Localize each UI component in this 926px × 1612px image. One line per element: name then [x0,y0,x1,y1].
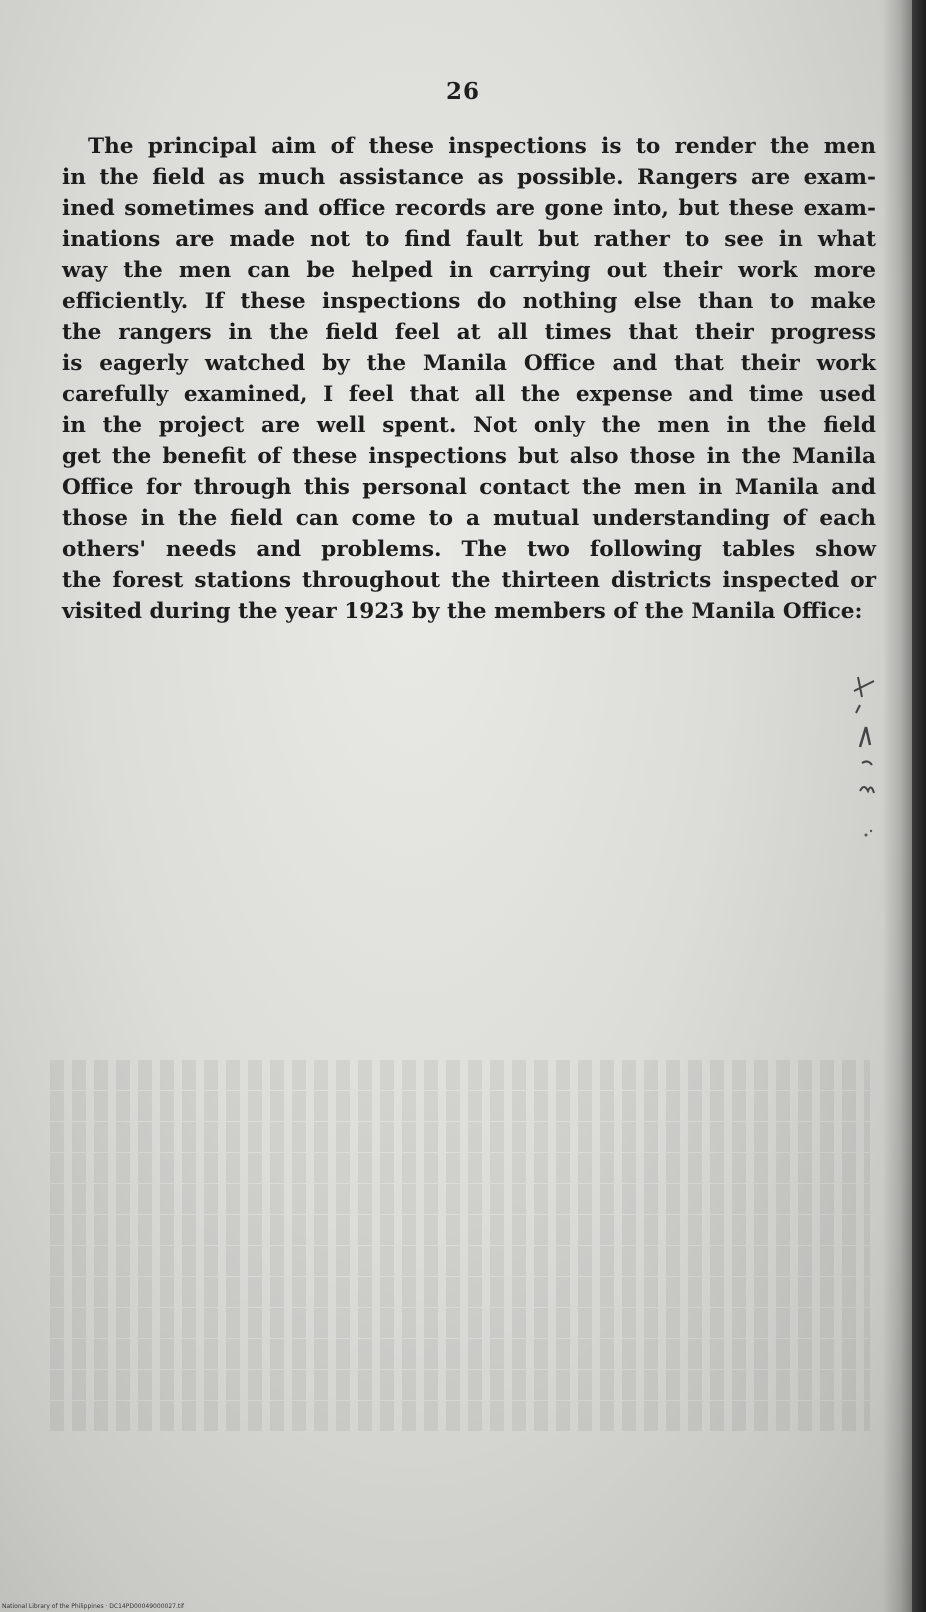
text-line: Office for through this personal contact the men in Manila and [62,475,876,500]
page-number: 26 [445,78,480,105]
scan-footer: National Library of the Philippines · DC14PD00049000027.tif [2,1603,185,1610]
text-line: the rangers in the field feel at all times that their progress [62,320,876,345]
text-line: the forest stations throughout the thirteen districts inspected or [62,568,876,593]
book-spine [912,0,926,1612]
text-line: inations are made not to find fault but rather to see in what [62,227,876,252]
text-line: is eagerly watched by the Manila Office and that their work [62,351,876,376]
text-line: ined sometimes and office records are gone into, but these exam- [62,196,876,221]
text-line: carefully examined, I feel that all the expense and time used [62,382,876,407]
text-line: way the men can be helped in carrying out their work more [62,258,876,283]
text-line: The principal aim of these inspections is to render the men [88,134,876,159]
text-line: in the field as much assistance as possible. Rangers are exam- [62,165,876,190]
bleed-through-text [50,1060,870,1460]
text-line: in the project are well spent. Not only the men in the field [62,413,876,438]
text-line: those in the field can come to a mutual understanding of each [62,506,876,531]
text-line: get the benefit of these inspections but also those in the Manila [62,444,876,469]
text-line: efficiently. If these inspections do nothing else than to make [62,289,876,314]
pencil-marks [852,675,902,875]
text-line: visited during the year 1923 by the members of the Manila Office: [62,599,863,624]
body-paragraph [62,131,876,627]
text-line: others' needs and problems. The two following tables show [62,537,876,562]
